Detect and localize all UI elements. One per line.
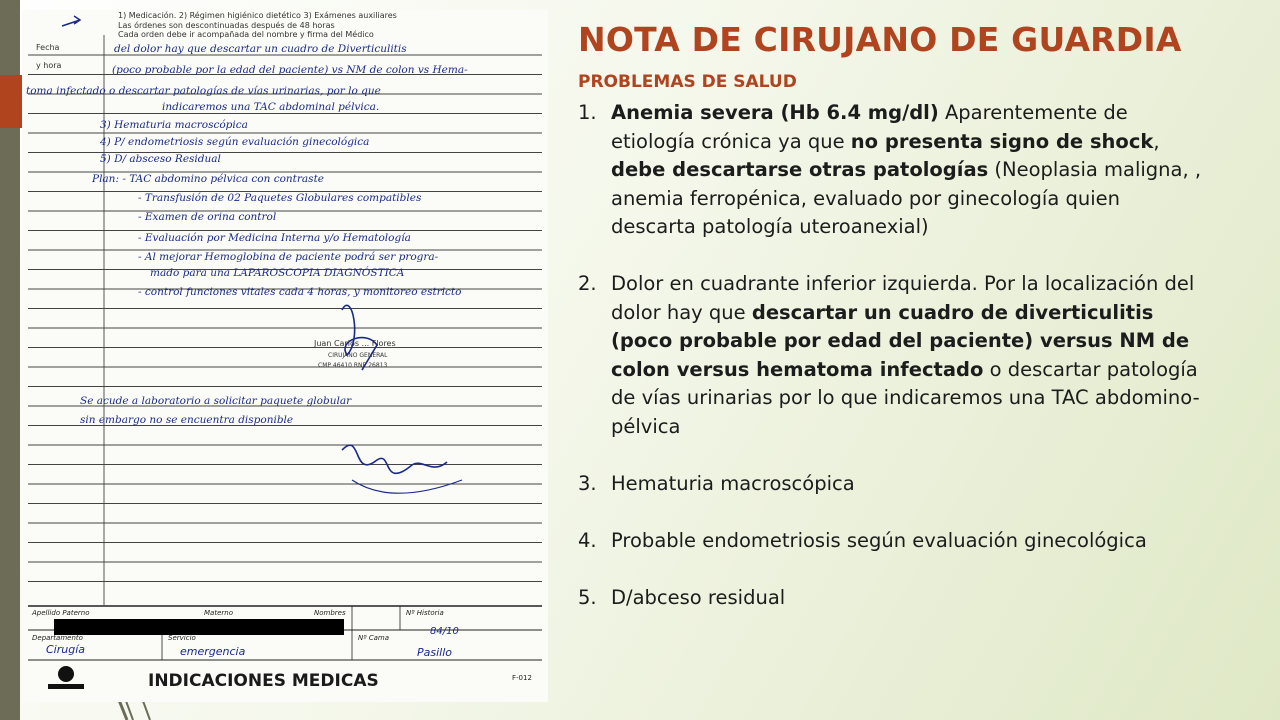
problem-number: 5. bbox=[578, 585, 597, 609]
problem-number: 3. bbox=[578, 471, 597, 495]
problem-item bbox=[578, 470, 1203, 499]
problem-item bbox=[578, 270, 1203, 441]
slide-title: NOTA DE CIRUJANO DE GUARDIA bbox=[578, 20, 1182, 59]
signature-stamp-1 bbox=[313, 305, 396, 370]
handwritten-line: 3) Hematuria macroscópica bbox=[100, 119, 248, 131]
handwritten-line: - Transfusión de 02 Paquetes Globulares compatibles bbox=[138, 192, 422, 204]
problem-text: (Neoplasia maligna, , anemia ferropénica, evaluado por ginecología quien descarta patología uteroanexial) bbox=[611, 158, 1202, 238]
handwritten-line: indicaremos una TAC abdominal pélvica. bbox=[162, 101, 380, 113]
svg-text:INDICACIONES MEDICAS: INDICACIONES MEDICAS bbox=[148, 671, 379, 691]
svg-text:Nº Historia: Nº Historia bbox=[406, 609, 444, 617]
problem-text: Aparentemente de etiología crónica ya que bbox=[611, 101, 1128, 153]
svg-text:F-012: F-012 bbox=[512, 674, 532, 682]
svg-text:CIRUJANO GENERAL: CIRUJANO GENERAL bbox=[328, 352, 388, 359]
problem-number: 2. bbox=[578, 272, 597, 295]
form-header-line: Las órdenes son descontinuadas después de 48 horas bbox=[118, 21, 335, 30]
svg-text:emergencia: emergencia bbox=[180, 645, 246, 658]
svg-text:Nº Cama: Nº Cama bbox=[358, 634, 390, 642]
problem-text-bold: descartar un cuadro de diverticulitis (poco probable por edad del paciente) versus NM de colon versus hematoma infectado bbox=[611, 300, 1190, 381]
handwritten-line: Plan: - TAC abdomino pélvica con contraste bbox=[92, 173, 324, 185]
handwritten-line: - Examen de orina control bbox=[138, 211, 277, 223]
handwritten-line: Se acude a laboratorio a solicitar paquete globular bbox=[80, 395, 352, 407]
problem-item bbox=[578, 99, 1203, 242]
section-label: PROBLEMAS DE SALUD bbox=[578, 72, 797, 92]
problem-text: Hematuria macroscópica bbox=[611, 471, 855, 495]
handwritten-line: mado para una LAPAROSCOPIA DIAGNÓSTICA bbox=[150, 267, 405, 279]
handwritten-line: - Evaluación por Medicina Interna y/o Hematología bbox=[138, 232, 411, 244]
problem-number: 1. bbox=[578, 101, 597, 124]
problem-list bbox=[578, 99, 1203, 612]
svg-text:Pasillo: Pasillo bbox=[417, 646, 453, 659]
problem-item bbox=[578, 584, 1203, 613]
handwritten-line: del dolor hay que descartar un cuadro de Diverticulitis bbox=[114, 43, 407, 55]
handwritten-line: toma infectado o descartar patologías de vías urinarias, por lo que bbox=[26, 85, 381, 97]
problem-text-bold: no presenta signo de shock bbox=[850, 129, 1154, 153]
problem-text: , bbox=[1153, 129, 1160, 153]
problem-item bbox=[578, 527, 1203, 556]
problem-text: Probable endometriosis según evaluación ginecológica bbox=[611, 528, 1147, 552]
handwritten-line: - Al mejorar Hemoglobina de paciente podrá ser progra- bbox=[138, 251, 439, 263]
svg-text:Materno: Materno bbox=[204, 609, 233, 617]
form-header-line: Cada orden debe ir acompañada del nombre y firma del Médico bbox=[118, 30, 374, 39]
svg-text:Departamento: Departamento bbox=[32, 634, 83, 642]
svg-text:Nombres: Nombres bbox=[314, 609, 346, 617]
handwritten-line: sin embargo no se encuentra disponible bbox=[80, 414, 294, 426]
svg-text:Servicio: Servicio bbox=[168, 634, 196, 642]
svg-text:Juan Carlos ... Flores: Juan Carlos ... Flores bbox=[314, 339, 396, 348]
svg-text:84/10: 84/10 bbox=[430, 626, 459, 637]
form-header-line: 1) Medicación. 2) Régimen higiénico dietético 3) Exámenes auxiliares bbox=[118, 11, 397, 20]
problem-number: 4. bbox=[578, 528, 597, 552]
handwritten-line: 5) D/ absceso Residual bbox=[100, 153, 221, 165]
problem-text: o descartar patología de vías urinarias por lo que indicaremos una TAC abdomino-pélvica bbox=[611, 357, 1200, 438]
handwritten-line: - control funciones vitales cada 4 horas, y monitoreo estricto bbox=[138, 286, 462, 298]
handwritten-line: (poco probable por la edad del paciente) vs NM de colon vs Hema- bbox=[112, 64, 468, 76]
problem-text: Dolor en cuadrante inferior izquierda. Por la localización del dolor hay que bbox=[611, 272, 1195, 324]
problem-text: D/abceso residual bbox=[611, 585, 786, 609]
problem-text-bold: debe descartarse otras patologías bbox=[611, 158, 989, 181]
handwritten-line: 4) P/ endometriosis según evaluación ginecológica bbox=[100, 136, 370, 148]
svg-text:Cirugía: Cirugía bbox=[46, 643, 86, 656]
problem-text-bold: Anemia severa (Hb 6.4 mg/dl) bbox=[611, 101, 939, 124]
scanned-indication-sheet bbox=[22, 10, 548, 702]
form-footer bbox=[28, 606, 542, 691]
svg-text:Apellido Paterno: Apellido Paterno bbox=[32, 609, 90, 617]
fecha-label: Fecha bbox=[36, 43, 60, 52]
signature-2 bbox=[342, 445, 462, 493]
redaction-bar bbox=[54, 619, 344, 635]
hospital-logo bbox=[48, 666, 84, 689]
svg-text:CMP 46410 RNE 26813: CMP 46410 RNE 26813 bbox=[318, 362, 388, 369]
accent-bar bbox=[0, 75, 22, 128]
hora-label: y hora bbox=[36, 61, 62, 70]
